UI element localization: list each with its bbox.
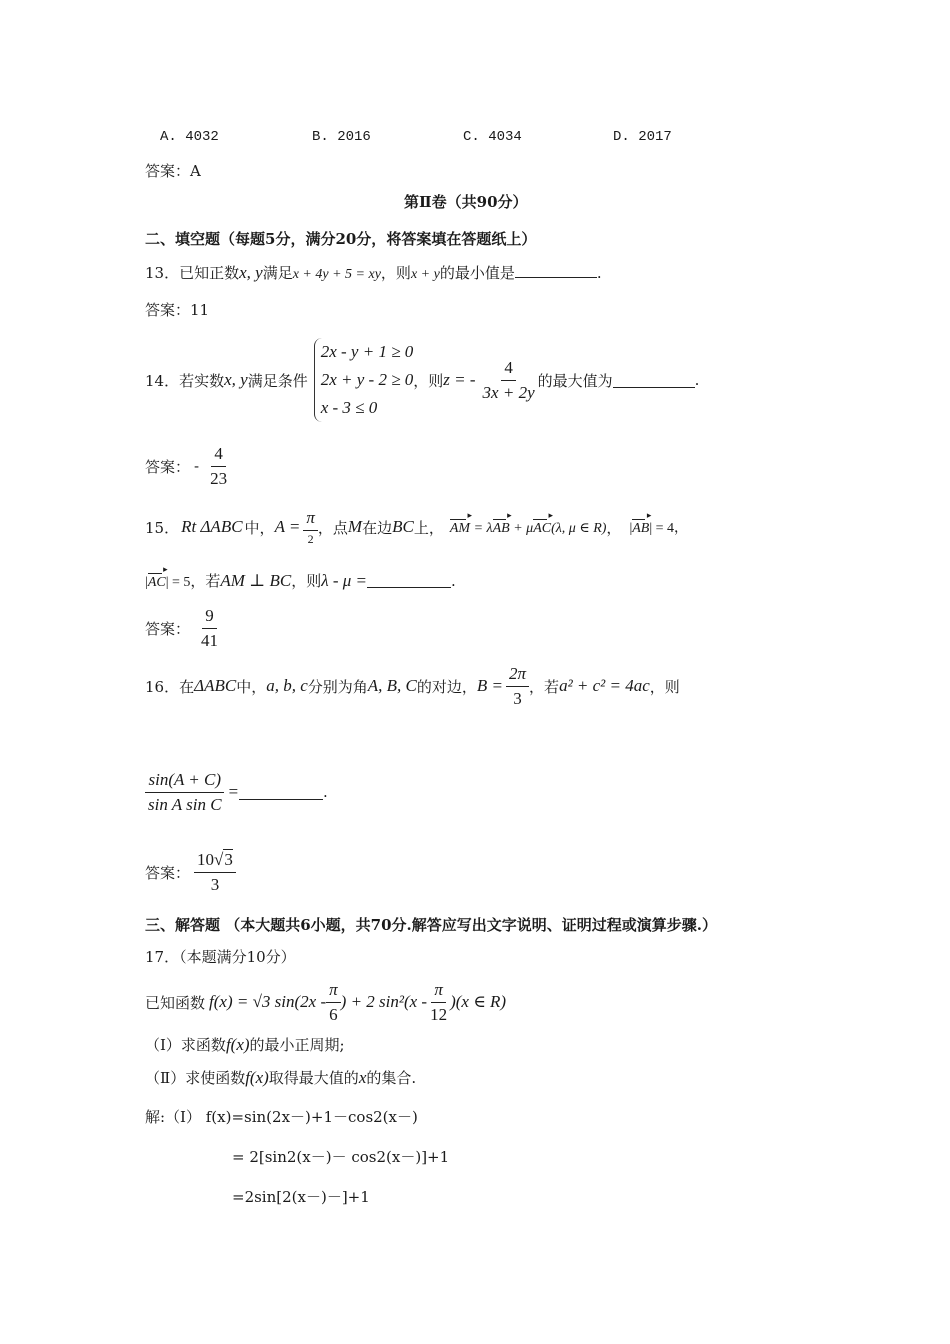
abs-value: | = 4， — [649, 521, 689, 537]
q15-angle-fraction — [303, 508, 318, 546]
question-15 — [145, 508, 688, 546]
coefficient: 10 — [197, 850, 215, 869]
q15-plus-mu: + μ — [509, 521, 534, 537]
q17-function-part2: ) + 2 sin²(x - — [340, 992, 428, 1012]
q16-answer — [145, 850, 236, 894]
q13-answer-blank — [515, 263, 597, 278]
q17-solution-line3: =2sin[2(x－)－]+1 — [232, 1188, 370, 1206]
q16-equals: = — [227, 782, 240, 802]
q15-number: 15． — [145, 518, 180, 537]
q13-vars: x, y — [239, 263, 263, 282]
q14-answer-blank — [613, 373, 695, 388]
q13-text: 的最小值是 — [439, 264, 515, 282]
fraction-numerator: π — [431, 980, 446, 1003]
question-15-line2 — [145, 570, 456, 591]
q15-perpendicular: AM ⊥ BC — [220, 570, 292, 590]
q13-answer-value: 11 — [190, 301, 210, 319]
q13-equation: x + 4y + 5 = xy — [292, 267, 381, 282]
q13-text: ，则 — [380, 264, 411, 282]
q15-side-bc: BC — [392, 517, 414, 537]
q17-number: 17．（本题满分10分） — [145, 948, 296, 966]
q17-x: x — [358, 1068, 367, 1087]
q15-triangle: Rt ΔABC — [181, 517, 243, 537]
q16-text: 分别为角 — [307, 677, 368, 696]
fraction-denominator: 3 — [513, 688, 522, 708]
q15-vector-equation — [450, 517, 607, 537]
q14-z-lhs: z = - — [443, 370, 476, 389]
q17-part1 — [145, 1034, 345, 1055]
q17-text: 的最小正周期; — [249, 1036, 345, 1054]
q16-text: 的对边， — [416, 677, 477, 696]
q15-text: 中， — [244, 518, 275, 537]
q16-text: ，若 — [529, 677, 560, 696]
vector-ab: AB ▸ — [632, 517, 649, 537]
fraction-denominator: 6 — [329, 1004, 338, 1024]
option-c: C. 4034 — [463, 129, 522, 145]
q13-period: . — [596, 264, 602, 282]
q14-text: ，则 — [413, 371, 444, 390]
q13-number: 13． — [145, 264, 180, 282]
q16-expression — [145, 770, 328, 814]
q17-text: 的集合. — [366, 1069, 417, 1087]
q13-answer — [145, 299, 209, 320]
radicand: 3 — [224, 850, 233, 869]
q15-answer — [145, 606, 221, 650]
q14-constraints — [314, 338, 414, 422]
q12-answer: 答案：A — [145, 162, 201, 180]
q14-constraint-2: 2x + y - 2 ≥ 0 — [320, 370, 414, 389]
q14-period: . — [694, 371, 700, 389]
q15-text: ，若 — [190, 572, 221, 590]
q17-text: （I）求函数 — [145, 1036, 226, 1054]
fraction-numerator: π — [303, 508, 318, 531]
section2-title: 第Ⅱ卷（共90分） — [404, 193, 528, 211]
fraction-numerator: 10√3 — [194, 850, 236, 873]
q14-constraint-3: x - 3 ≤ 0 — [320, 398, 378, 417]
fraction-denominator: sin A sin C — [148, 794, 222, 814]
q16-b-fraction — [506, 664, 529, 708]
q17-text: （Ⅱ）求使函数 — [145, 1069, 246, 1087]
fraction-denominator: 41 — [201, 630, 219, 650]
answer-label: 答案： — [145, 457, 191, 476]
q17-fx: f(x) — [245, 1068, 269, 1087]
vector-am: AM ▸ — [450, 517, 470, 537]
q16-answer-blank — [239, 785, 323, 800]
q14-answer-fraction — [207, 444, 230, 488]
q17-solution-line1: 解:（I） f(x)=sin(2x－)+1－cos2(x－) — [145, 1108, 418, 1126]
q13-expression: x + y — [410, 267, 440, 282]
abs-bar: | — [629, 521, 633, 537]
q15-point-m: M — [347, 517, 363, 537]
option-d: D. 2017 — [613, 129, 672, 145]
q14-answer-sign: - — [194, 457, 200, 476]
q15-period: . — [450, 571, 456, 590]
q16-sides: a, b, c — [266, 676, 308, 696]
q14-text: 满足条件 — [247, 371, 308, 390]
q14-text: 若实数 — [179, 371, 225, 390]
q15-text: ， — [606, 518, 622, 537]
vector-ac: AC ▸ — [148, 571, 166, 591]
fraction-numerator: 2π — [506, 664, 529, 687]
question-16 — [145, 664, 680, 708]
q14-constraint-1: 2x - y + 1 ≥ 0 — [320, 342, 414, 361]
fraction-numerator: sin(A + C) — [145, 770, 224, 793]
option-a: A. 4032 — [160, 129, 219, 145]
answer-label: 答案： — [145, 301, 191, 319]
answer-label: 答案： — [145, 863, 191, 882]
option-b: B. 2016 — [312, 129, 371, 145]
q17-function — [145, 980, 506, 1024]
q16-b-lhs: B = — [476, 676, 504, 696]
section3-heading: 三、解答题 （本大题共6小题，共70分.解答应写出文字说明、证明过程或演算步骤.） — [145, 916, 717, 934]
q16-angles: A, B, C — [367, 676, 417, 696]
abs-value: | = 5 — [165, 574, 191, 590]
q14-vars: x, y — [224, 370, 248, 389]
q16-condition: a² + c² = 4ac — [559, 676, 650, 696]
q13-text: 已知正数 — [179, 264, 240, 282]
q17-fraction-pi-6 — [326, 980, 341, 1024]
q16-triangle: ΔABC — [194, 676, 237, 696]
fraction-numerator: 4 — [211, 444, 226, 467]
fraction-denominator: 12 — [430, 1004, 448, 1024]
q15-eq-mid: = λ — [470, 521, 493, 537]
q15-text: 在边 — [362, 518, 393, 537]
q15-abs-ab — [629, 517, 688, 537]
q17-text: 取得最大值的 — [268, 1069, 359, 1087]
q16-sin-fraction — [145, 770, 225, 814]
q17-fx: f(x) — [225, 1035, 250, 1054]
q13-text: 满足 — [262, 264, 293, 282]
q16-period: . — [323, 783, 328, 802]
section2-heading: 二、填空题（每题5分，满分20分，将答案填在答题纸上） — [145, 230, 537, 248]
vector-ab: AB ▸ — [493, 517, 510, 537]
abs-bar: | — [145, 574, 148, 590]
q15-text: 上， — [413, 518, 444, 537]
q17-part2 — [145, 1067, 416, 1088]
fraction-denominator: 2 — [307, 531, 314, 546]
q15-angle-lhs: A = — [274, 517, 301, 537]
q15-text: ，则 — [291, 572, 322, 590]
q15-text: ，点 — [317, 518, 348, 537]
question-14 — [145, 338, 699, 422]
q17-solution-line2: = 2[sin2(x－)－ cos2(x－)]+1 — [232, 1148, 450, 1166]
q16-text: 中， — [236, 677, 267, 696]
fraction-numerator: π — [326, 980, 341, 1003]
q14-answer — [145, 444, 230, 488]
fraction-numerator: 4 — [501, 358, 516, 381]
q15-lambda-minus-mu: λ - μ = — [321, 570, 367, 590]
answer-label: 答案： — [145, 619, 191, 638]
q17-text: 已知函数 — [145, 993, 206, 1012]
q14-z-fraction — [480, 358, 538, 402]
q16-answer-fraction — [194, 850, 236, 894]
fraction-denominator: 23 — [210, 468, 228, 488]
q17-function-part1: f(x) = √3 sin(2x - — [209, 992, 327, 1012]
q16-text: 在 — [179, 677, 195, 696]
fraction-denominator: 3x + 2y — [482, 382, 535, 402]
q14-text: 的最大值为 — [537, 371, 613, 390]
q16-number: 16． — [145, 677, 180, 696]
fraction-denominator: 3 — [210, 874, 220, 894]
q17-function-part3: )(x ∈ R) — [450, 992, 507, 1012]
q15-answer-blank — [367, 573, 451, 588]
q17-fraction-pi-12 — [427, 980, 450, 1024]
q15-abs-ac — [145, 571, 190, 591]
fraction-numerator: 9 — [202, 606, 217, 629]
question-13 — [145, 262, 602, 283]
vector-ac: AC ▸ — [533, 517, 551, 537]
q15-condition: (λ, μ ∈ R) — [551, 521, 607, 537]
q16-text: ，则 — [649, 677, 680, 696]
q15-answer-fraction — [198, 606, 221, 650]
q14-number: 14． — [145, 371, 180, 390]
